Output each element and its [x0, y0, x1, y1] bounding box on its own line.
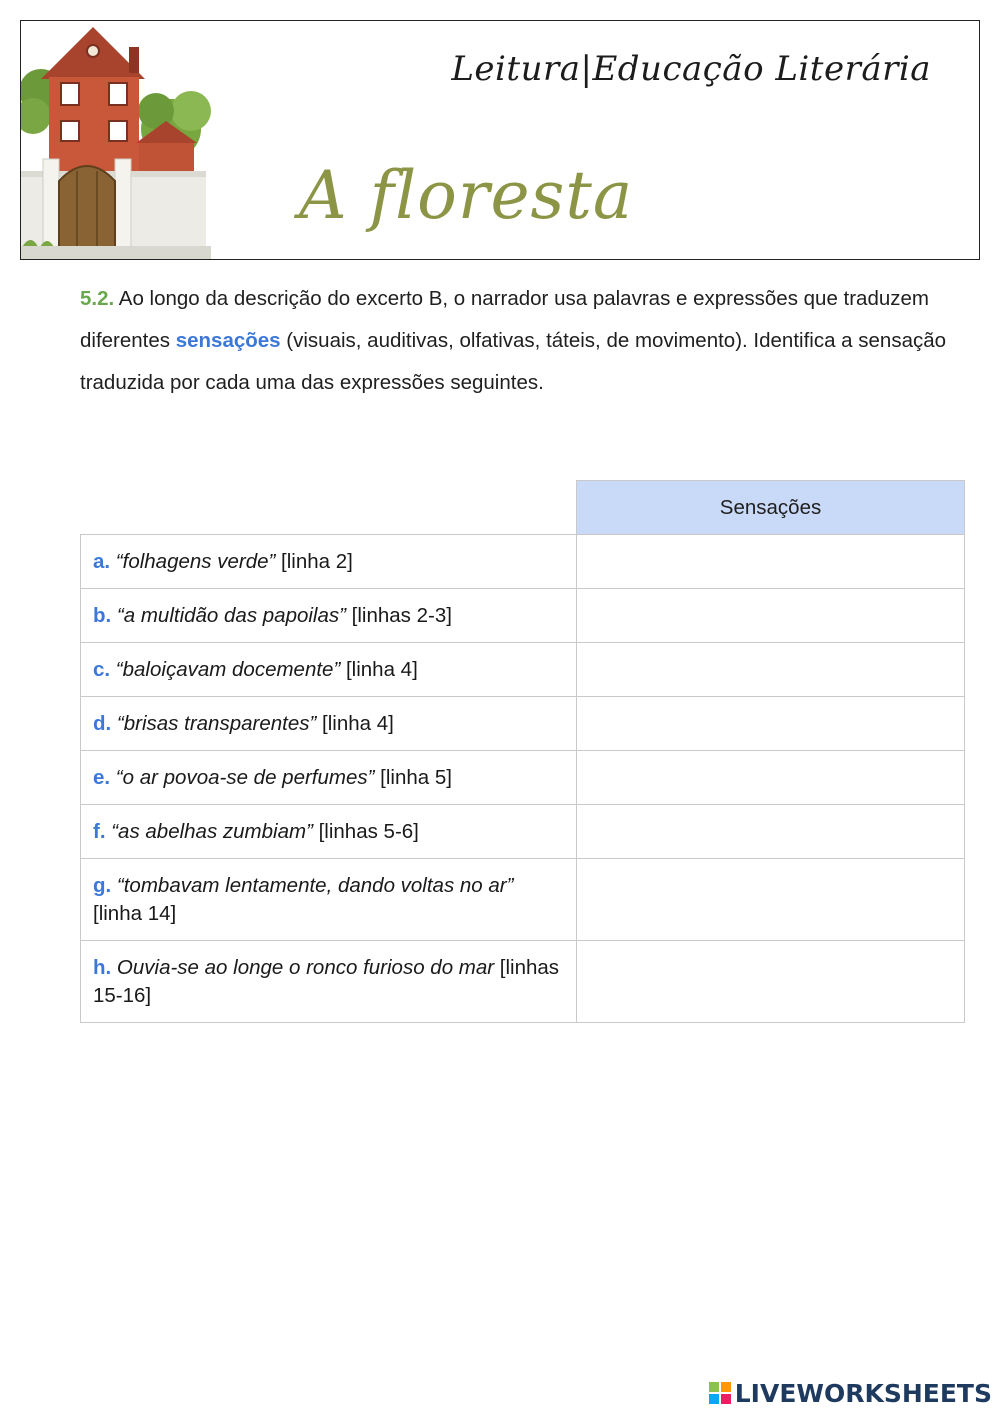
- expression-cell: [81, 805, 577, 859]
- column-header-sensacoes: Sensações: [577, 481, 965, 535]
- answer-cell[interactable]: [577, 751, 965, 805]
- expression-cell: [81, 941, 577, 1023]
- table-row: [81, 751, 965, 805]
- worksheet-header: [20, 20, 980, 260]
- expression-cell: [81, 643, 577, 697]
- liveworksheets-footer: [709, 1377, 992, 1409]
- liveworksheets-logo-icon: [709, 1382, 731, 1404]
- answer-cell[interactable]: [577, 941, 965, 1023]
- table-header-row: [81, 481, 965, 535]
- empty-header-cell: [81, 481, 577, 535]
- table-row: [81, 643, 965, 697]
- expression-cell: [81, 589, 577, 643]
- expression-cell: [81, 751, 577, 805]
- row-reference: [linhas 15-16]: [93, 955, 560, 1007]
- row-letter: a.: [93, 549, 111, 573]
- table-row: [81, 697, 965, 751]
- row-reference: [linha 14]: [93, 901, 177, 925]
- row-reference: [linhas 5-6]: [312, 819, 419, 843]
- table-row: [81, 941, 965, 1023]
- table-row: [81, 535, 965, 589]
- row-letter: g.: [93, 873, 112, 897]
- exercise-instructions: [80, 278, 960, 404]
- exercise-number: 5.2.: [80, 287, 115, 310]
- row-quote: “brisas transparentes”: [111, 711, 317, 735]
- row-reference: [linhas 2-3]: [345, 603, 452, 627]
- answer-cell[interactable]: [577, 697, 965, 751]
- row-quote: “o ar povoa-se de perfumes”: [110, 765, 375, 789]
- answer-cell[interactable]: [577, 859, 965, 941]
- answer-cell[interactable]: [577, 589, 965, 643]
- row-quote: “baloiçavam docemente”: [110, 657, 341, 681]
- row-reference: [linha 4]: [340, 657, 418, 681]
- row-letter: h.: [93, 955, 112, 979]
- row-quote: “folhagens verde”: [110, 549, 276, 573]
- answer-cell[interactable]: [577, 643, 965, 697]
- instructions-text-2: (visuais, auditivas, olfativas, táteis, de movimento). Identifica a sensação traduzida por cada uma das expressões seguintes.: [80, 329, 947, 394]
- expression-cell: [81, 697, 577, 751]
- row-letter: d.: [93, 711, 112, 735]
- row-letter: c.: [93, 657, 111, 681]
- answer-cell[interactable]: [577, 535, 965, 589]
- instructions-highlight: sensações: [175, 329, 281, 352]
- row-letter: e.: [93, 765, 111, 789]
- instructions-text-1: Ao longo da descrição do excerto B, o narrador usa palavras e expressões que traduzem diferentes: [80, 287, 929, 352]
- table-row: [81, 859, 965, 941]
- row-quote: “tombavam lentamente, dando voltas no ar”: [111, 873, 514, 897]
- row-letter: b.: [93, 603, 112, 627]
- answer-cell[interactable]: [577, 805, 965, 859]
- row-reference: [linha 4]: [316, 711, 394, 735]
- table-row: [81, 805, 965, 859]
- row-reference: [linha 5]: [374, 765, 452, 789]
- row-reference: [linha 2]: [275, 549, 353, 573]
- sensations-table: [80, 480, 965, 1023]
- row-letter: f.: [93, 819, 106, 843]
- row-quote: “a multidão das papoilas”: [111, 603, 346, 627]
- row-quote: “as abelhas zumbiam”: [105, 819, 313, 843]
- section-subtitle: Leitura|Educação Literária: [451, 49, 931, 89]
- liveworksheets-brand: LIVEWORKSHEETS: [734, 1378, 992, 1408]
- expression-cell: [81, 859, 577, 941]
- row-quote: Ouvia-se ao longe o ronco furioso do mar: [111, 955, 495, 979]
- worksheet-title: A floresta: [299, 157, 634, 234]
- house-illustration: [21, 21, 211, 259]
- table-row: [81, 589, 965, 643]
- expression-cell: [81, 535, 577, 589]
